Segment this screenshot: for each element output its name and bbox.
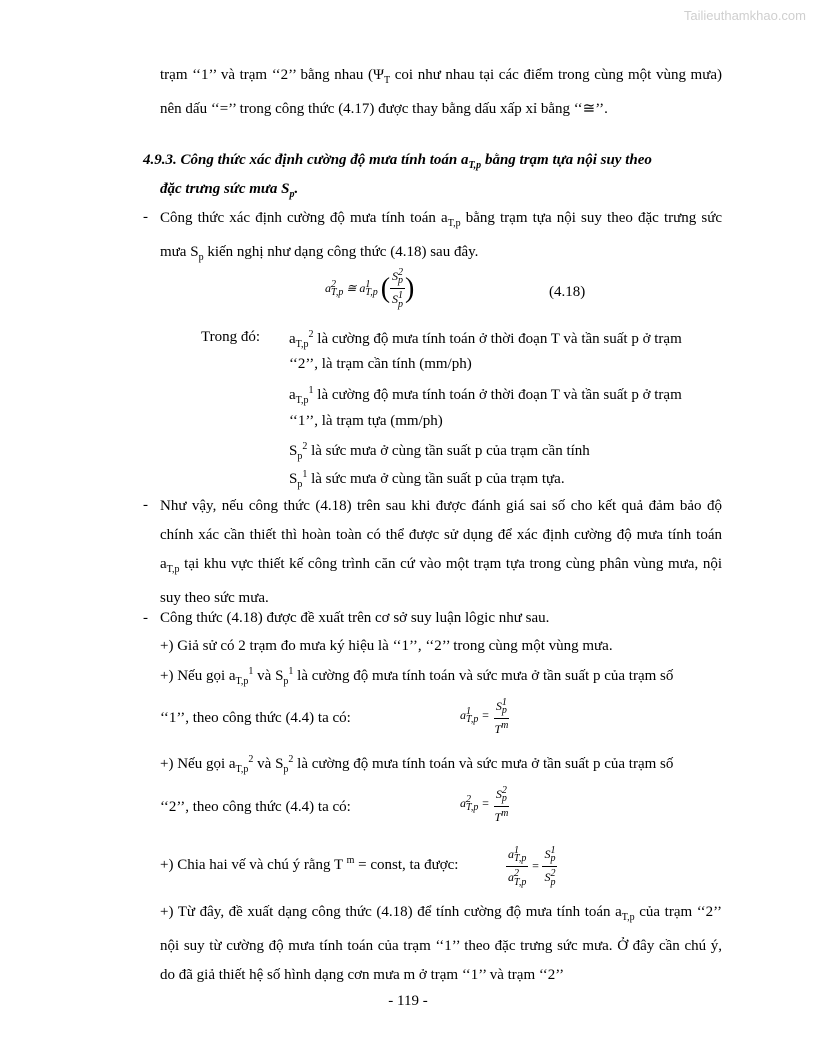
page-number: - 119 - (388, 993, 428, 1009)
equation-number: (4.18) (549, 284, 586, 300)
definition-a2-cont: ‘‘2’’, là trạm cần tính (mm/ph) (289, 356, 472, 372)
equation-ratio: $\frac{a^1_{T,p}}{a^2_{T,p}}$ = $\frac{S^1_p}{S^2_p}$ (508, 845, 556, 888)
paragraph-continuation: trạm ‘‘1’’ và trạm ‘‘2’’ bằng nhau ($\Psi_T$ coi như nhau tại các điểm trong cùng một vùng mưa) nên dấu ‘‘=’’ trong công thức (4.17) được thay bằng dấu xấp xỉ bằng ‘‘≅’’. (160, 67, 722, 117)
definition-s2: $S_p^2$ là sức mưa ở cùng tần suất p của trạm cần tính (289, 441, 590, 462)
bullet-paragraph-1: Công thức xác định cường độ mưa tính toán $a_{T,p}$ bằng trạm tựa nội suy theo đặc trưng sức mưa $S_p$ kiến nghị như dạng công thức (4.18) sau đây. (160, 210, 722, 263)
bullet-paragraph-3: Công thức (4.18) được đề xuất trên cơ sở suy luận lôgic như sau. (160, 610, 550, 626)
equation-station-2: $a^2_{T,p}$ = $\frac{S^2_p}{T^m}$ (460, 785, 509, 825)
definition-s1: $S_p^1$ là sức mưa ở cùng tần suất p của trạm tựa. (289, 469, 565, 490)
watermark: Tailieuthamkhao.com (683, 8, 806, 23)
step-1: +) Giả sử có 2 trạm đo mưa ký hiệu là ‘‘1’’, ‘‘2’’ trong cùng một vùng mưa. (160, 638, 613, 654)
definition-a2: $a_{T,p}^2$ là cường độ mưa tính toán ở thời đoạn T và tần suất p ở trạm (289, 329, 682, 350)
step-3-cont: ‘‘2’’, theo công thức (4.4) ta có: (160, 799, 351, 815)
equation-station-1: $a^1_{T,p}$ = $\frac{S^1_p}{T^m}$ (460, 697, 509, 737)
step-2-cont: ‘‘1’’, theo công thức (4.4) ta có: (160, 710, 351, 726)
step-2: +) Nếu gọi $a_{T,p}^1$ và $S_p^1$ là cường độ mưa tính toán và sức mưa ở tần suất p của trạm số (160, 666, 674, 687)
where-label: Trong đó: (201, 329, 261, 345)
definition-a1: $a_{T,p}^1$ là cường độ mưa tính toán ở thời đoạn T và tần suất p ở trạm (289, 385, 682, 406)
bullet-dash: - (143, 497, 148, 513)
section-heading-line2: đặc trưng sức mưa $S_p$. (160, 181, 299, 200)
step-3: +) Nếu gọi $a_{T,p}^2$ và $S_p^2$ là cường độ mưa tính toán và sức mưa ở tần suất p của trạm số (160, 754, 674, 775)
step-5: +) Từ đây, đề xuất dạng công thức (4.18) để tính cường độ mưa tính toán $a_{T,p}$ của trạm ‘‘2’’ nội suy từ cường độ mưa tính toán của trạm ‘‘1’’ theo đặc trưng sức mưa. Ở đây cần chú ý, do đã giả thiết hệ số hình dạng cơn mưa m ở trạm ‘‘1’’ và trạm ‘‘2’’ (160, 904, 722, 983)
bullet-dash: - (143, 610, 148, 626)
step-4: +) Chia hai vế và chú ý rằng T $^m$ = const, ta được: (160, 855, 459, 873)
equation-4-18: $a^2_{T,p}$ ≅ $a^1_{T,p}$ ( $\frac{S^2_p}{S^1_p}$ ) (325, 267, 415, 310)
bullet-paragraph-2: Như vậy, nếu công thức (4.18) trên sau khi được đánh giá sai số cho kết quả đảm bảo độ chính xác cần thiết thì hoàn toàn có thể được sử dụng để xác định cường độ mưa tính toán $a_{T,p}$ tại khu vực thiết kế công trình căn cứ vào một trạm tựa trong cùng phân vùng mưa, nội suy theo sức mưa. (160, 498, 722, 606)
section-heading: 4.9.3. Công thức xác định cường độ mưa tính toán $a_{T,p}$ bằng trạm tựa nội suy theo (143, 152, 652, 171)
definition-a1-cont: ‘‘1’’, là trạm tựa (mm/ph) (289, 413, 443, 429)
bullet-dash: - (143, 209, 148, 225)
